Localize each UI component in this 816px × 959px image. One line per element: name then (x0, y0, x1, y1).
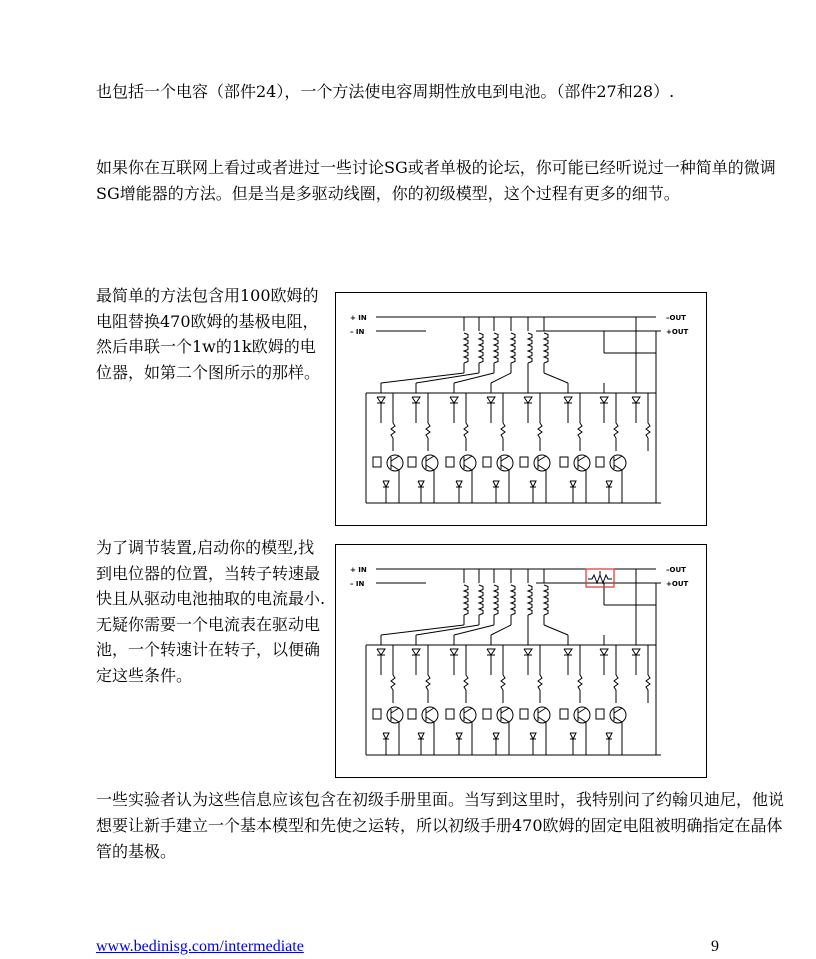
label-plus-in: + IN (350, 314, 367, 322)
circuit-body (366, 569, 661, 755)
schematic-figure-2 (335, 544, 707, 778)
paragraph-resistor-replacement: 最简单的方法包含用100欧姆的电阻替换470欧姆的基极电阻，然后串联一个1w的1k欧姆的电位器，如第二个图所示的那样。 (96, 286, 321, 382)
label-plus-out: +OUT (666, 580, 689, 588)
paragraph-capacitor: 也包括一个电容（部件24），一个方法使电容周期性放电到电池。（部件27和28）. (96, 82, 675, 101)
circuit-diagram-1 (336, 293, 708, 527)
label-plus-out: +OUT (666, 328, 689, 336)
paragraph-fixed-resistor-note: 一些实验者认为这些信息应该包含在初级手册里面。当写到这里时，我特别问了约翰贝迪尼，他说想要让新手建立一个基本模型和先使之运转，所以初级手册470欧姆的固定电阻被明确指定在晶体管的基极。 (96, 790, 785, 861)
paragraph-tuning-procedure: 为了调节装置,启动你的模型,找到电位器的位置，当转子转速最快且从驱动电池抽取的电流最小.无疑你需要一个电流表在驱动电池，一个转速计在转子，以便确定这些条件。 (96, 538, 326, 685)
page-number: 9 (711, 938, 719, 955)
footer-website-link[interactable]: www.bedinisg.com/intermediate (96, 938, 304, 955)
label-minus-out: –OUT (666, 314, 686, 322)
schematic-figure-1 (335, 292, 707, 526)
label-plus-in: + IN (350, 566, 367, 574)
label-minus-in: – IN (350, 580, 365, 588)
label-minus-out: –OUT (666, 566, 686, 574)
circuit-diagram-2 (336, 545, 708, 779)
paragraph-forum-tuning: 如果你在互联网上看过或者进过一些讨论SG或者单极的论坛，你可能已经听说过一种简单的微调SG增能器的方法。但是当是多驱动线圈，你的初级模型，这个过程有更多的细节。 (96, 158, 776, 203)
label-minus-in: – IN (350, 328, 365, 336)
circuit-body (366, 317, 661, 503)
potentiometer-highlight (586, 569, 614, 587)
